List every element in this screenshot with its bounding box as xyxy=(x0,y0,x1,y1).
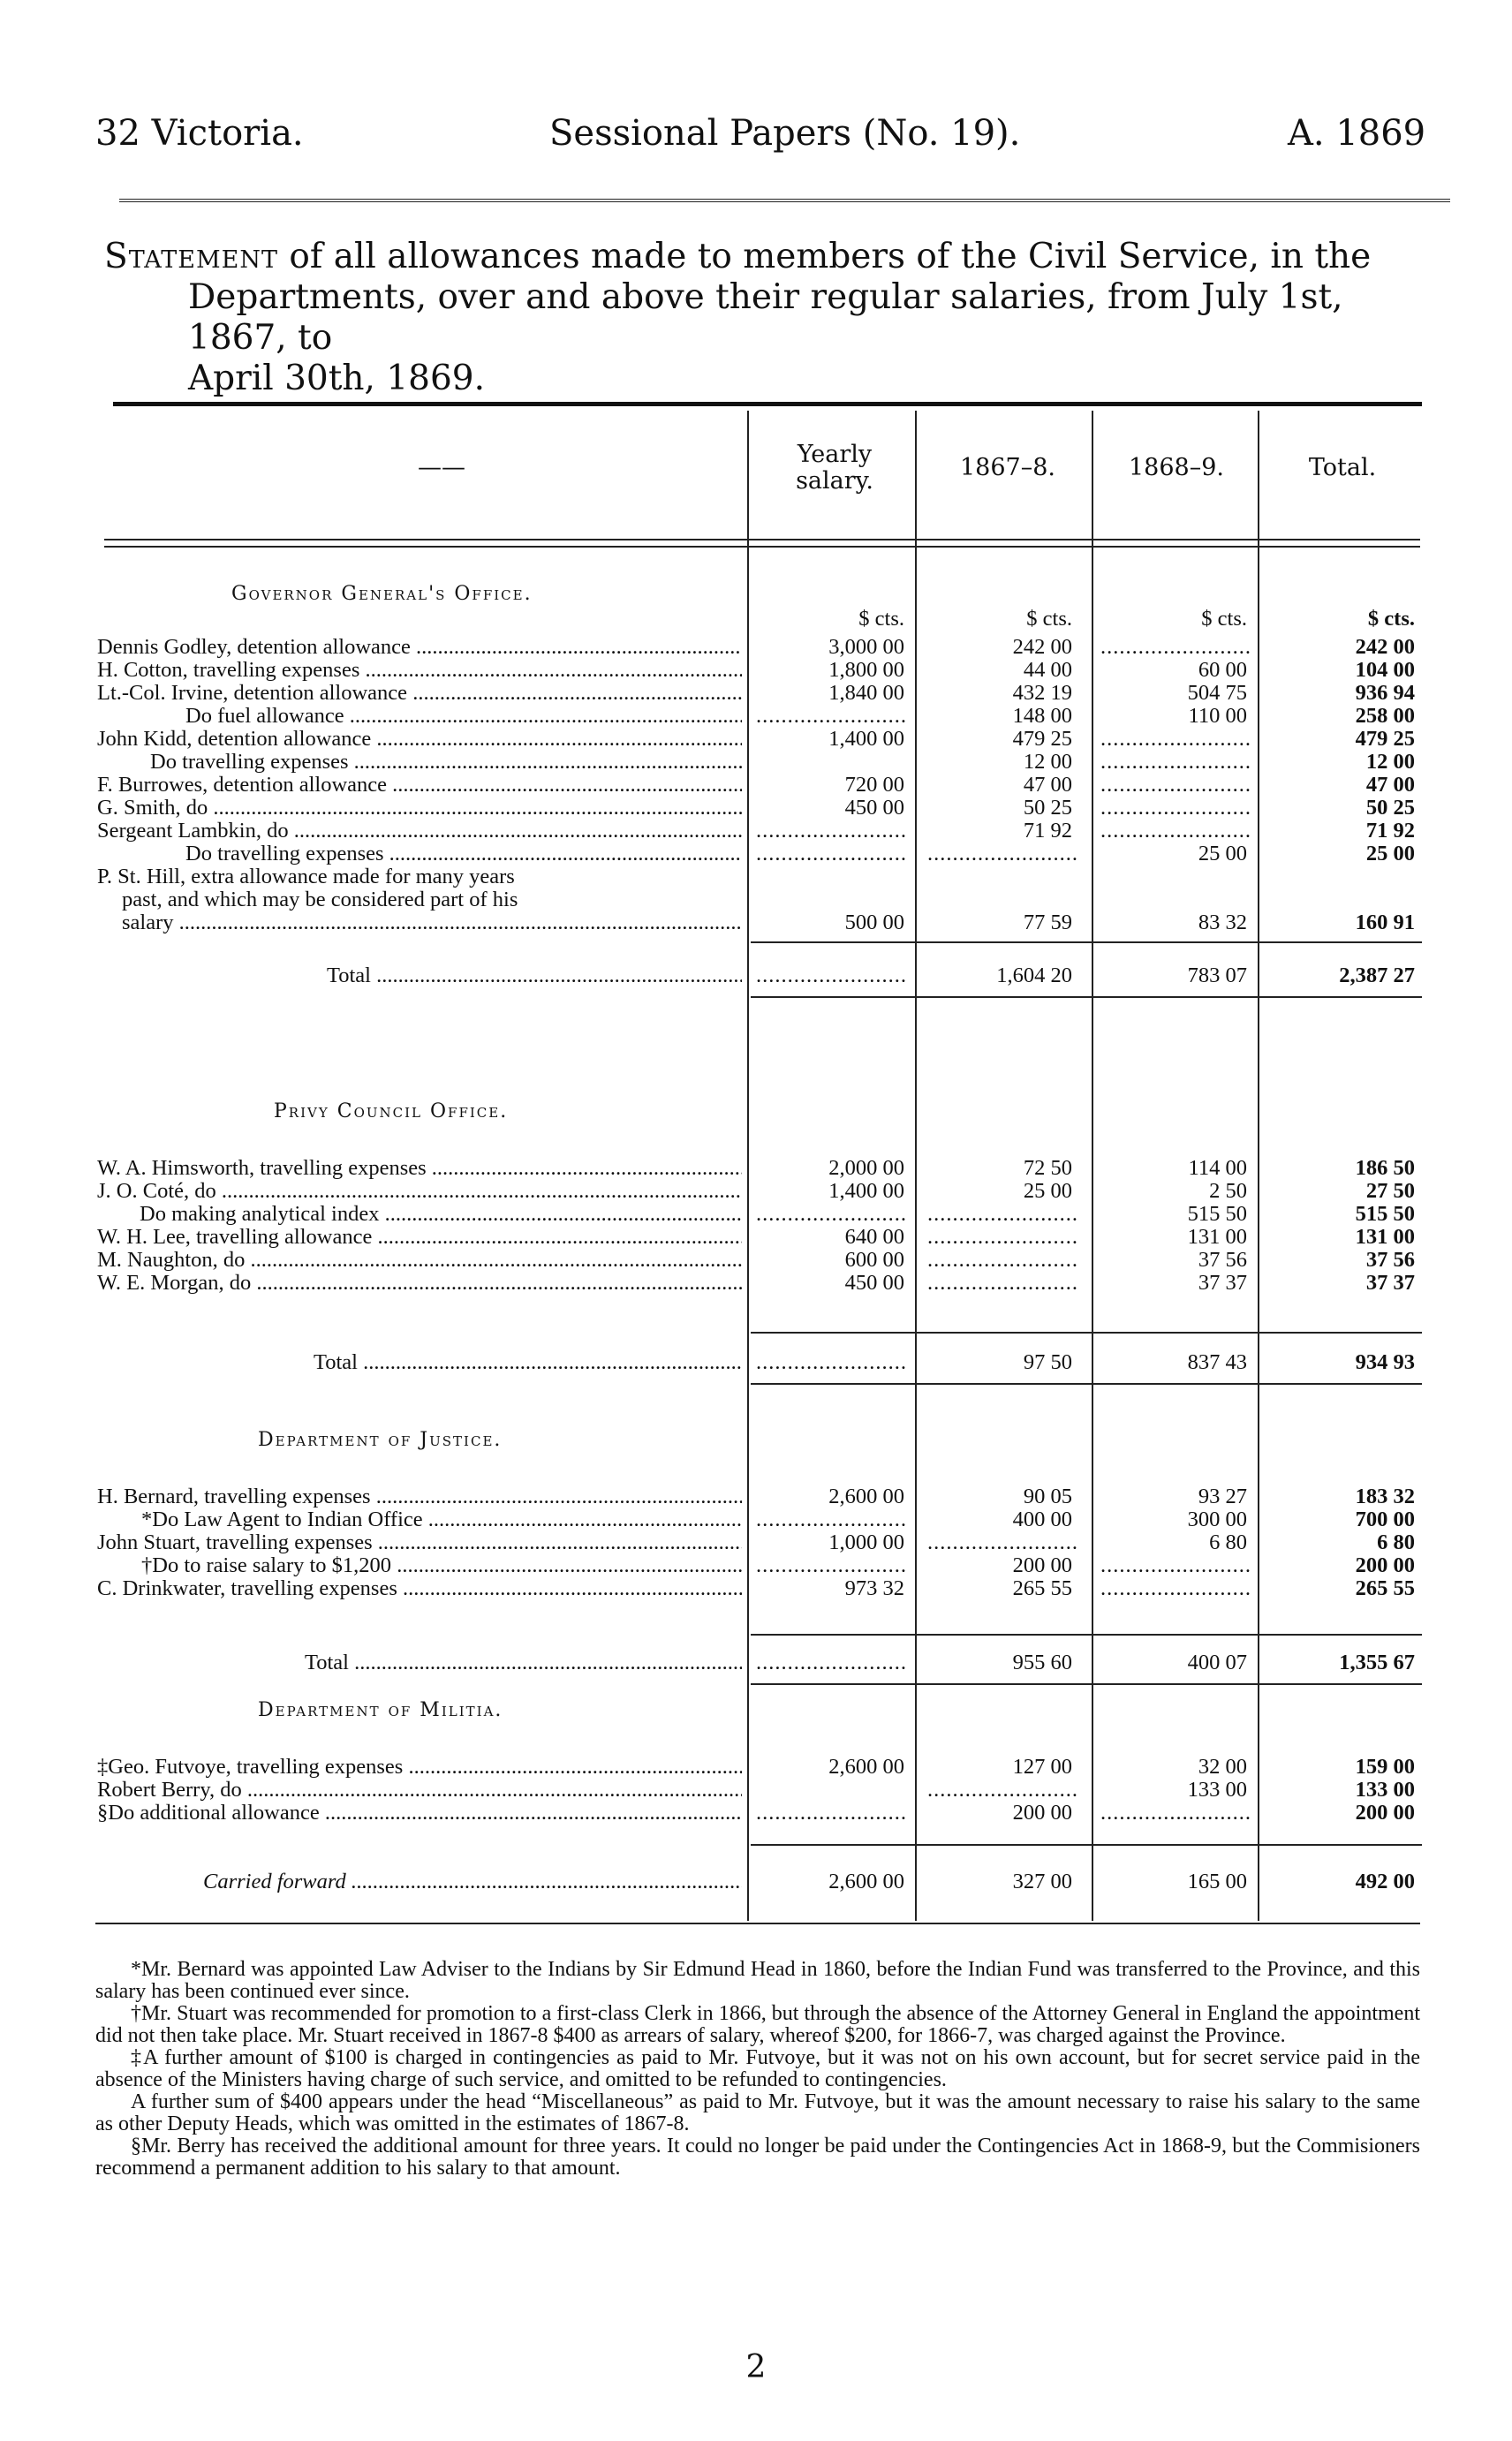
cell-1867: 200 00 xyxy=(1012,1801,1072,1825)
header-total: Total. xyxy=(1308,454,1377,481)
row-label: F. Burrowes, detention allowance ..... xyxy=(97,774,742,796)
cell-1867: 432 19 xyxy=(1012,681,1072,705)
empty-cell-dots xyxy=(756,843,906,865)
row-label: Do making analytical index ..... xyxy=(97,1203,742,1225)
row-label: salary ..... xyxy=(97,911,742,933)
statement-title xyxy=(104,237,1429,399)
cell-1867: 265 55 xyxy=(1012,1576,1072,1600)
cell-total: 934 93 xyxy=(1355,1350,1415,1374)
cell-yearly: 640 00 xyxy=(844,1225,904,1249)
units-label: $ cts. xyxy=(1367,607,1415,631)
empty-cell-dots xyxy=(927,843,1077,865)
empty-cell-dots xyxy=(756,705,906,727)
empty-cell-dots xyxy=(927,1203,1077,1225)
cell-total: 183 32 xyxy=(1355,1485,1415,1508)
cell-yearly: 450 00 xyxy=(844,796,904,820)
cell-total: 47 00 xyxy=(1365,773,1415,797)
empty-cell-dots xyxy=(1100,728,1251,750)
section-rule xyxy=(751,1683,1422,1685)
header-left: 32 Victoria. xyxy=(95,113,304,154)
row-label: Do fuel allowance ..... xyxy=(97,705,742,727)
row-label: W. A. Himsworth, travelling expenses ..... xyxy=(97,1157,742,1179)
cell-yearly: 2,600 00 xyxy=(828,1870,904,1893)
cell-1867: 400 00 xyxy=(1012,1508,1072,1531)
section-title: Governor General's Office. xyxy=(231,583,533,605)
cell-total: 133 00 xyxy=(1355,1778,1415,1802)
cell-yearly: 2,600 00 xyxy=(828,1485,904,1508)
cell-yearly: 1,000 00 xyxy=(828,1530,904,1554)
empty-cell-dots xyxy=(756,820,906,842)
col-divider-4 xyxy=(1258,411,1259,1921)
cell-1868: 83 32 xyxy=(1198,911,1247,934)
cell-1868: 110 00 xyxy=(1188,704,1247,728)
col-divider-3 xyxy=(1092,411,1093,1921)
footnote: *Mr. Bernard was appointed Law Adviser to the Indians by Sir Edmund Head in 1860, before the Indian Fund was transferred to the Province, and this salary has been continued ever since. xyxy=(95,1958,1420,2003)
cell-1868: 37 56 xyxy=(1198,1248,1247,1272)
units-label: $ cts. xyxy=(1201,607,1247,631)
row-label: past, and which may be considered part of his xyxy=(122,888,518,911)
cell-1867: 955 60 xyxy=(1012,1651,1072,1674)
header-desc: —— xyxy=(418,454,465,481)
empty-cell-dots xyxy=(927,1779,1077,1801)
cell-1867: 200 00 xyxy=(1012,1553,1072,1577)
row-label: Robert Berry, do ..... xyxy=(97,1779,742,1801)
cell-1867: 25 00 xyxy=(1023,1179,1072,1203)
cell-1868: 300 00 xyxy=(1187,1508,1247,1531)
row-label: †Do to raise salary to $1,200 ..... xyxy=(97,1554,742,1576)
subtotal-rule xyxy=(751,1332,1422,1334)
cell-yearly: 973 32 xyxy=(844,1576,904,1600)
row-label: H. Bernard, travelling expenses ..... xyxy=(97,1485,742,1508)
cell-1867: 77 59 xyxy=(1023,911,1072,934)
cell-total: 131 00 xyxy=(1355,1225,1415,1249)
section-rule xyxy=(751,1383,1422,1385)
cell-1868: 6 80 xyxy=(1209,1530,1247,1554)
footnote: §Mr. Berry has received the additional amount for three years. It could no longer be paid under the Contingencies Act in 1868-9, but the Commisioners recommend a permanent addition to his salary to that amount. xyxy=(95,2135,1420,2180)
empty-cell-dots xyxy=(756,1651,906,1674)
empty-cell-dots xyxy=(927,1272,1077,1294)
cell-1867: 327 00 xyxy=(1012,1870,1072,1893)
cell-total: 258 00 xyxy=(1355,704,1415,728)
empty-cell-dots xyxy=(927,1249,1077,1271)
row-label: Total ..... xyxy=(97,1651,742,1674)
row-label: John Kidd, detention allowance ..... xyxy=(97,728,742,750)
section-title: Department of Justice. xyxy=(258,1429,503,1451)
title-lead: Statement xyxy=(104,237,278,276)
col-divider-2 xyxy=(915,411,917,1921)
cell-total: 186 50 xyxy=(1355,1156,1415,1180)
cell-total: 242 00 xyxy=(1355,635,1415,659)
cell-yearly: 2,600 00 xyxy=(828,1755,904,1779)
cell-1867: 72 50 xyxy=(1023,1156,1072,1180)
cell-total: 1,355 67 xyxy=(1339,1651,1415,1674)
cell-1868: 25 00 xyxy=(1198,842,1247,865)
cell-1867: 12 00 xyxy=(1023,750,1072,774)
col-divider-1 xyxy=(747,411,749,1921)
cell-1868: 131 00 xyxy=(1187,1225,1247,1249)
cell-1868: 837 43 xyxy=(1187,1350,1247,1374)
footnote: A further sum of $400 appears under the head “Miscellaneous” as paid to Mr. Futvoye, but it was the amount necessary to raise his salary to the same as other Deputy Heads, which was omitted in the estimates of 1867-8. xyxy=(95,2090,1420,2135)
empty-cell-dots xyxy=(1100,797,1251,819)
cell-1867: 71 92 xyxy=(1023,819,1072,843)
header-yearly: Yearly salary. xyxy=(796,441,873,495)
cell-total: 936 94 xyxy=(1355,681,1415,705)
cell-total: 2,387 27 xyxy=(1339,964,1415,987)
cell-1867: 90 05 xyxy=(1023,1485,1072,1508)
cell-total: 6 80 xyxy=(1377,1530,1415,1554)
cell-yearly: 1,400 00 xyxy=(828,727,904,751)
cell-1868: 515 50 xyxy=(1187,1202,1247,1226)
row-label: Sergeant Lambkin, do ..... xyxy=(97,820,742,842)
empty-cell-dots xyxy=(756,1508,906,1530)
row-label: C. Drinkwater, travelling expenses ..... xyxy=(97,1577,742,1599)
row-label: P. St. Hill, extra allowance made for many years xyxy=(97,865,515,888)
section-title: Department of Militia. xyxy=(258,1699,503,1721)
cell-total: 12 00 xyxy=(1365,750,1415,774)
empty-cell-dots xyxy=(756,1351,906,1373)
section-title: Privy Council Office. xyxy=(274,1100,509,1122)
row-label: J. O. Coté, do ..... xyxy=(97,1180,742,1202)
empty-cell-dots xyxy=(756,1554,906,1576)
cell-total: 265 55 xyxy=(1355,1576,1415,1600)
subtotal-rule xyxy=(751,1634,1422,1636)
units-label: $ cts. xyxy=(858,607,904,631)
row-label: Total ..... xyxy=(97,964,742,986)
cell-total: 50 25 xyxy=(1365,796,1415,820)
cell-1868: 783 07 xyxy=(1187,964,1247,987)
row-label: §Do additional allowance ..... xyxy=(97,1802,742,1824)
cell-1868: 32 00 xyxy=(1198,1755,1247,1779)
cell-yearly: 2,000 00 xyxy=(828,1156,904,1180)
cell-1868: 133 00 xyxy=(1187,1778,1247,1802)
row-label: Lt.-Col. Irvine, detention allowance ..... xyxy=(97,682,742,704)
row-label: Dennis Godley, detention allowance ..... xyxy=(97,636,742,658)
section-rule xyxy=(751,996,1422,998)
header-1868: 1868–9. xyxy=(1129,454,1224,481)
empty-cell-dots xyxy=(1100,1554,1251,1576)
row-label: ‡Geo. Futvoye, travelling expenses ..... xyxy=(97,1756,742,1778)
header-center: Sessional Papers (No. 19). xyxy=(549,113,1021,154)
cell-1868: 2 50 xyxy=(1209,1179,1247,1203)
cell-yearly: 1,800 00 xyxy=(828,658,904,682)
cell-1867: 148 00 xyxy=(1012,704,1072,728)
header-1867: 1867–8. xyxy=(960,454,1055,481)
empty-cell-dots xyxy=(1100,774,1251,796)
empty-cell-dots xyxy=(756,1203,906,1225)
units-label: $ cts. xyxy=(1026,607,1072,631)
row-label: Total ..... xyxy=(97,1351,742,1373)
cell-1868: 93 27 xyxy=(1198,1485,1247,1508)
cell-total: 200 00 xyxy=(1355,1553,1415,1577)
empty-cell-dots xyxy=(1100,636,1251,658)
empty-cell-dots xyxy=(1100,751,1251,773)
cell-1868: 37 37 xyxy=(1198,1271,1247,1295)
empty-cell-dots xyxy=(927,1226,1077,1248)
cell-1867: 44 00 xyxy=(1023,658,1072,682)
row-label: G. Smith, do ..... xyxy=(97,797,742,819)
cell-total: 479 25 xyxy=(1355,727,1415,751)
cell-1867: 50 25 xyxy=(1023,796,1072,820)
cell-1868: 60 00 xyxy=(1198,658,1247,682)
table-top-rule xyxy=(113,402,1422,406)
cell-total: 159 00 xyxy=(1355,1755,1415,1779)
cell-1868: 114 00 xyxy=(1188,1156,1247,1180)
table-head-rule-2 xyxy=(104,546,1420,548)
cell-total: 515 50 xyxy=(1355,1202,1415,1226)
cell-yearly: 450 00 xyxy=(844,1271,904,1295)
empty-cell-dots xyxy=(1100,820,1251,842)
cell-total: 200 00 xyxy=(1355,1801,1415,1825)
row-label: Do travelling expenses ..... xyxy=(97,751,742,773)
cell-total: 104 00 xyxy=(1355,658,1415,682)
cell-total: 160 91 xyxy=(1355,911,1415,934)
cell-total: 37 56 xyxy=(1365,1248,1415,1272)
cell-total: 25 00 xyxy=(1365,842,1415,865)
cell-1867: 97 50 xyxy=(1023,1350,1072,1374)
cell-yearly: 1,400 00 xyxy=(828,1179,904,1203)
cell-yearly: 3,000 00 xyxy=(828,635,904,659)
cell-1868: 165 00 xyxy=(1187,1870,1247,1893)
cell-1867: 1,604 20 xyxy=(996,964,1072,987)
title-line3: April 30th, 1869. xyxy=(188,359,485,398)
empty-cell-dots xyxy=(1100,1802,1251,1824)
cell-yearly: 720 00 xyxy=(844,773,904,797)
cell-total: 700 00 xyxy=(1355,1508,1415,1531)
empty-cell-dots xyxy=(756,964,906,986)
cell-yearly: 1,840 00 xyxy=(828,681,904,705)
header-right: A. 1869 xyxy=(1288,113,1426,154)
row-label: Carried forward ..... xyxy=(97,1870,742,1893)
row-label: Do travelling expenses ..... xyxy=(97,843,742,865)
cell-yearly: 500 00 xyxy=(844,911,904,934)
cell-1867: 242 00 xyxy=(1012,635,1072,659)
page-number: 2 xyxy=(745,2349,767,2385)
row-label: W. E. Morgan, do ..... xyxy=(97,1272,742,1294)
footnote: †Mr. Stuart was recommended for promotion to a first-class Clerk in 1866, but through the absence of the Attorney General in England the appointment did not then take place. Mr. Stuart received in 1867-8 $400 as arrears of salary, whereof $200, for 1866-7, was charged against the Province. xyxy=(95,2002,1420,2047)
cell-1868: 504 75 xyxy=(1187,681,1247,705)
row-label: W. H. Lee, travelling allowance ..... xyxy=(97,1226,742,1248)
empty-cell-dots xyxy=(927,1531,1077,1553)
cell-1867: 127 00 xyxy=(1012,1755,1072,1779)
title-line2: Departments, over and above their regular salaries, from July 1st, 1867, to xyxy=(188,277,1343,358)
table-bottom-rule xyxy=(95,1923,1420,1924)
footnote: ‡A further amount of $100 is charged in contingencies as paid to Mr. Futvoye, but it was not on his own account, but for secret service paid in the absence of the Ministers having charge of such service, and omitted to be refunded to contingencies. xyxy=(95,2046,1420,2091)
subtotal-rule xyxy=(751,941,1422,943)
cell-total: 27 50 xyxy=(1365,1179,1415,1203)
table-head-rule xyxy=(104,539,1420,540)
cell-1867: 479 25 xyxy=(1012,727,1072,751)
empty-cell-dots xyxy=(756,1802,906,1824)
cell-1868: 400 07 xyxy=(1187,1651,1247,1674)
subtotal-rule xyxy=(751,1844,1422,1846)
header-rule xyxy=(119,199,1450,202)
cell-total: 492 00 xyxy=(1355,1870,1415,1893)
cell-yearly: 600 00 xyxy=(844,1248,904,1272)
cell-total: 71 92 xyxy=(1365,819,1415,843)
cell-total: 37 37 xyxy=(1365,1271,1415,1295)
cell-1867: 47 00 xyxy=(1023,773,1072,797)
row-label: H. Cotton, travelling expenses ..... xyxy=(97,659,742,681)
title-line1: of all allowances made to members of the Civil Service, in the xyxy=(289,237,1372,276)
row-label: John Stuart, travelling expenses ..... xyxy=(97,1531,742,1553)
row-label: *Do Law Agent to Indian Office ..... xyxy=(97,1508,742,1530)
footnotes xyxy=(95,1959,1420,2180)
empty-cell-dots xyxy=(1100,1577,1251,1599)
row-label: M. Naughton, do ..... xyxy=(97,1249,742,1271)
